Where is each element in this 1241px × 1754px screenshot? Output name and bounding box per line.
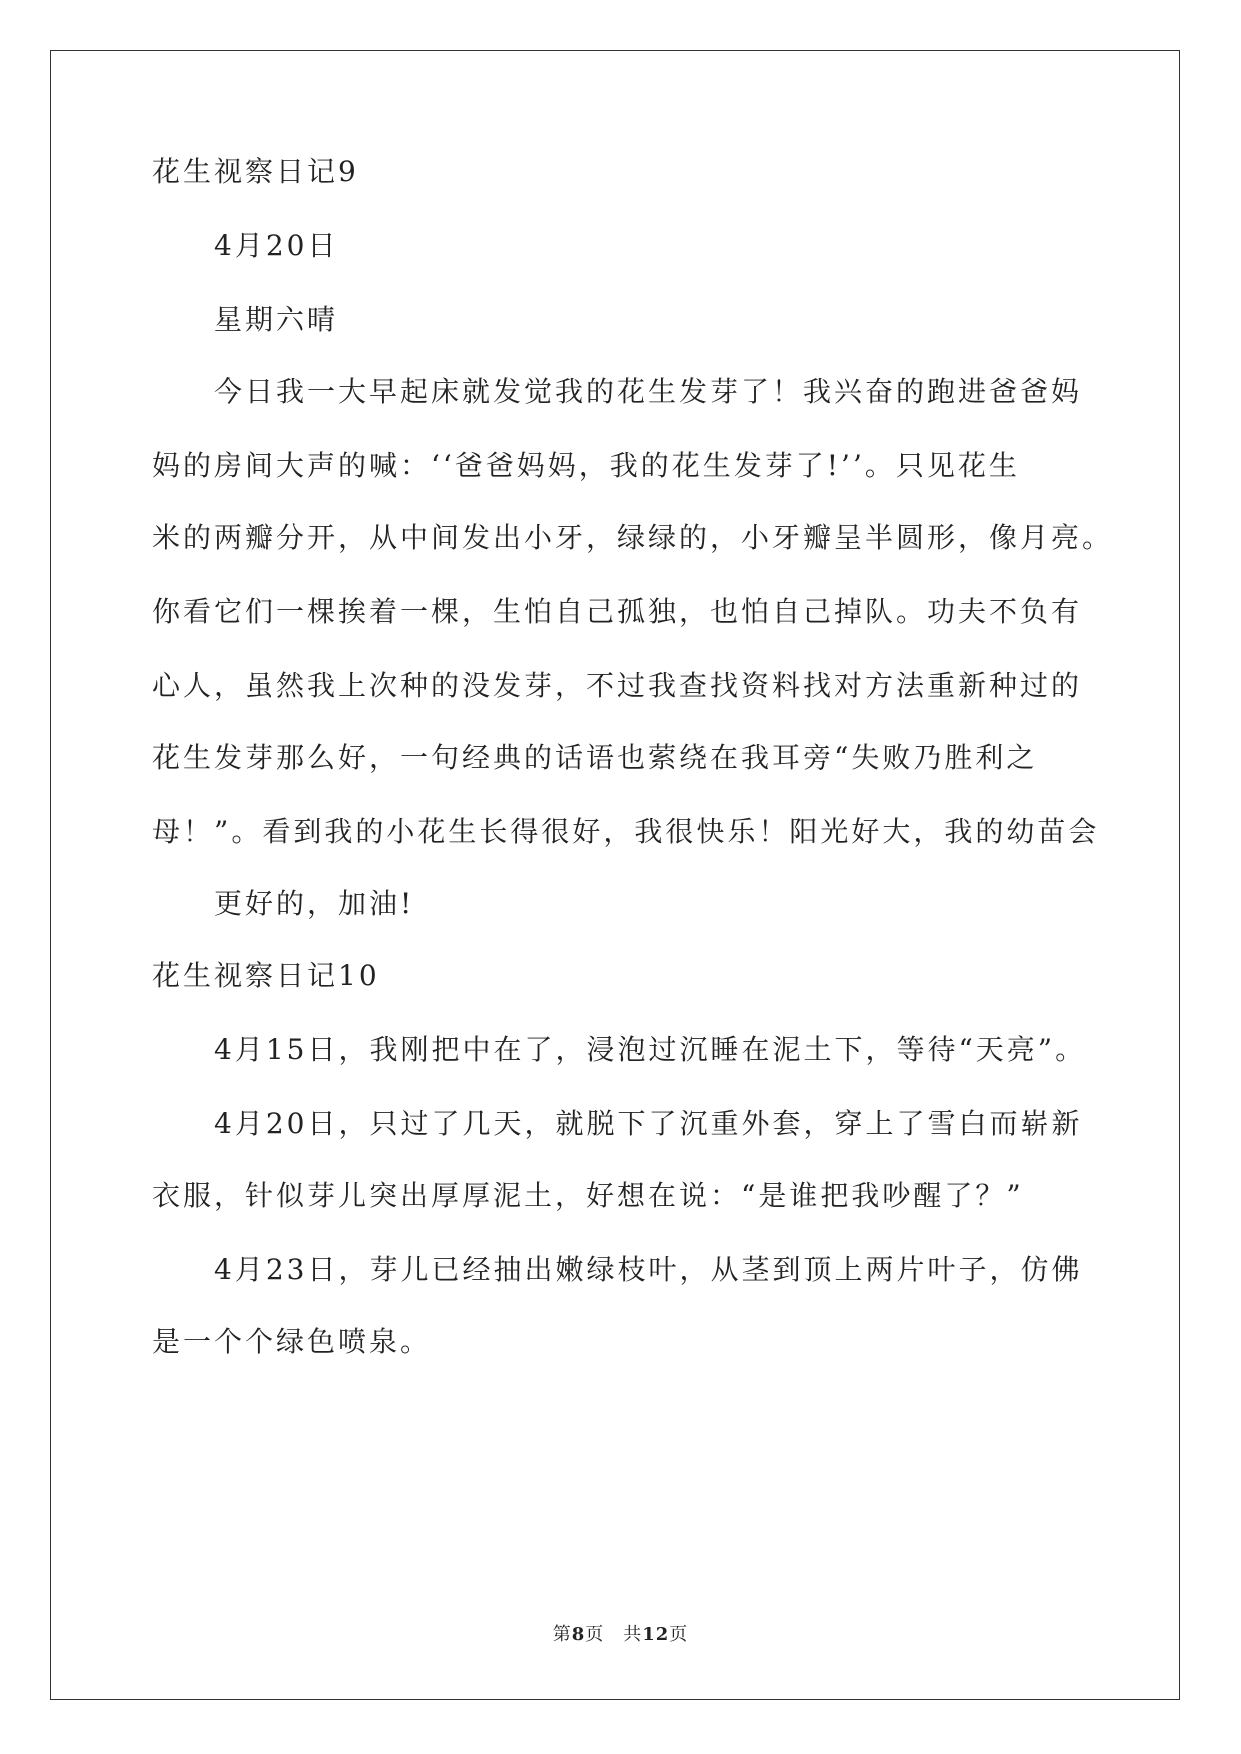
page-frame: [50, 50, 1180, 1700]
diary-date: 4月20日: [214, 229, 339, 262]
paragraph-line: 你看它们一棵挨着一棵，生怕自己孤独，也怕自己掉队。功夫不负有: [152, 595, 1083, 628]
page-prefix: 第: [552, 1624, 572, 1645]
paragraph-line: 衣服，针似芽儿突出厚厚泥土，好想在说：“是谁把我吵醒了？”: [152, 1179, 1024, 1212]
paragraph-line: 4月23日，芽儿已经抽出嫩绿枝叶，从茎到顶上两片叶子，仿佛: [214, 1253, 1083, 1286]
paragraph-line: 今日我一大早起床就发觉我的花生发芽了！我兴奋的跑进爸爸妈: [214, 375, 1083, 408]
paragraph-line: 是一个个绿色喷泉。: [152, 1325, 432, 1358]
paragraph-line: 更好的，加油!: [214, 887, 415, 920]
diary-title-9: 花生视察日记9: [152, 155, 359, 188]
page-number-footer: [0, 1623, 1241, 1647]
paragraph-line: 心人，虽然我上次种的没发芽，不过我查找资料找对方法重新种过的: [152, 669, 1083, 702]
page-mid: 页 共: [585, 1624, 643, 1645]
diary-weekday-weather: 星期六晴: [214, 303, 339, 336]
page-current: 8: [571, 1624, 586, 1645]
page-suffix: 页: [669, 1624, 689, 1645]
paragraph-line: 4月15日，我刚把中在了，浸泡过沉睡在泥土下，等待“天亮”。: [214, 1033, 1087, 1066]
paragraph-line: 4月20日，只过了几天，就脱下了沉重外套，穿上了雪白而崭新: [214, 1107, 1083, 1140]
paragraph-line: 妈的房间大声的喊：‘‘爸爸妈妈，我的花生发芽了!’’。只见花生: [152, 449, 1020, 482]
paragraph-line: 米的两瓣分开，从中间发出小牙，绿绿的，小牙瓣呈半圆形，像月亮。: [152, 521, 1114, 554]
page-total: 12: [642, 1624, 670, 1645]
paragraph-line: 母！”。看到我的小花生长得很好，我很快乐！阳光好大，我的幼苗会: [152, 815, 1100, 848]
paragraph-line: 花生发芽那么好，一句经典的话语也萦绕在我耳旁“失败乃胜利之: [152, 741, 1038, 774]
diary-title-10: 花生视察日记10: [152, 959, 380, 992]
